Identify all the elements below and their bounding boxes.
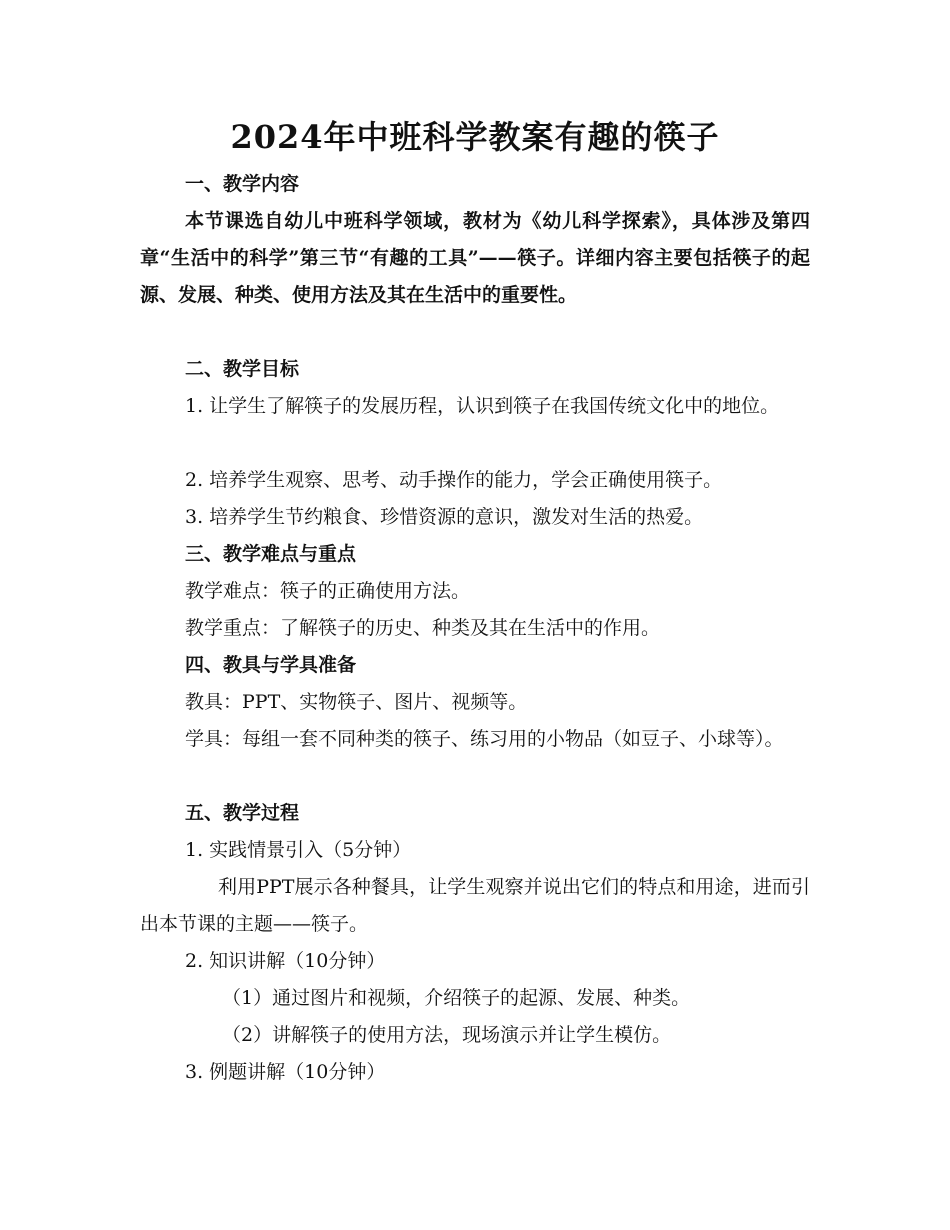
section-heading-materials: 四、教具与学具准备	[185, 654, 357, 676]
section-heading-difficulty: 三、教学难点与重点	[185, 543, 357, 565]
process-step-3: 3. 例题讲解（10分钟）	[185, 1061, 386, 1083]
section-heading-goals: 二、教学目标	[185, 358, 300, 380]
student-materials-text: 学具：每组一套不同种类的筷子、练习用的小物品（如豆子、小球等）。	[185, 728, 784, 750]
goal-item-3: 3. 培养学生节约粮食、珍惜资源的意识，激发对生活的热爱。	[185, 506, 704, 528]
process-step-1: 1. 实践情景引入（5分钟）	[185, 839, 412, 861]
key-point-text: 教学重点：了解筷子的历史、种类及其在生活中的作用。	[185, 617, 661, 639]
process-step-2: 2. 知识讲解（10分钟）	[185, 950, 386, 972]
teacher-materials-text: 教具：PPT、实物筷子、图片、视频等。	[185, 691, 528, 713]
section-heading-process: 五、教学过程	[185, 802, 300, 824]
goal-item-2: 2. 培养学生观察、思考、动手操作的能力，学会正确使用筷子。	[185, 469, 723, 491]
document-title: 2024年中班科学教案有趣的筷子	[230, 118, 720, 156]
content-paragraph: 本节课选自幼儿中班科学领域，教材为《幼儿科学探索》，具体涉及第四章“生活中的科学”第三节“有趣的工具”——筷子。详细内容主要包括筷子的起源、发展、种类、使用方法及其在生活中的重要性。	[140, 210, 810, 306]
difficulty-text: 教学难点：筷子的正确使用方法。	[185, 580, 471, 602]
process-step-2-b: （2）讲解筷子的使用方法，现场演示并让学生模仿。	[222, 1024, 672, 1046]
process-step-2-a: （1）通过图片和视频，介绍筷子的起源、发展、种类。	[222, 987, 691, 1009]
section-heading-content: 一、教学内容	[185, 173, 300, 195]
goal-item-1: 1. 让学生了解筷子的发展历程，认识到筷子在我国传统文化中的地位。	[185, 395, 780, 417]
process-step-1-text: 利用PPT展示各种餐具，让学生观察并说出它们的特点和用途，进而引出本节课的主题——筷子。	[140, 876, 810, 935]
